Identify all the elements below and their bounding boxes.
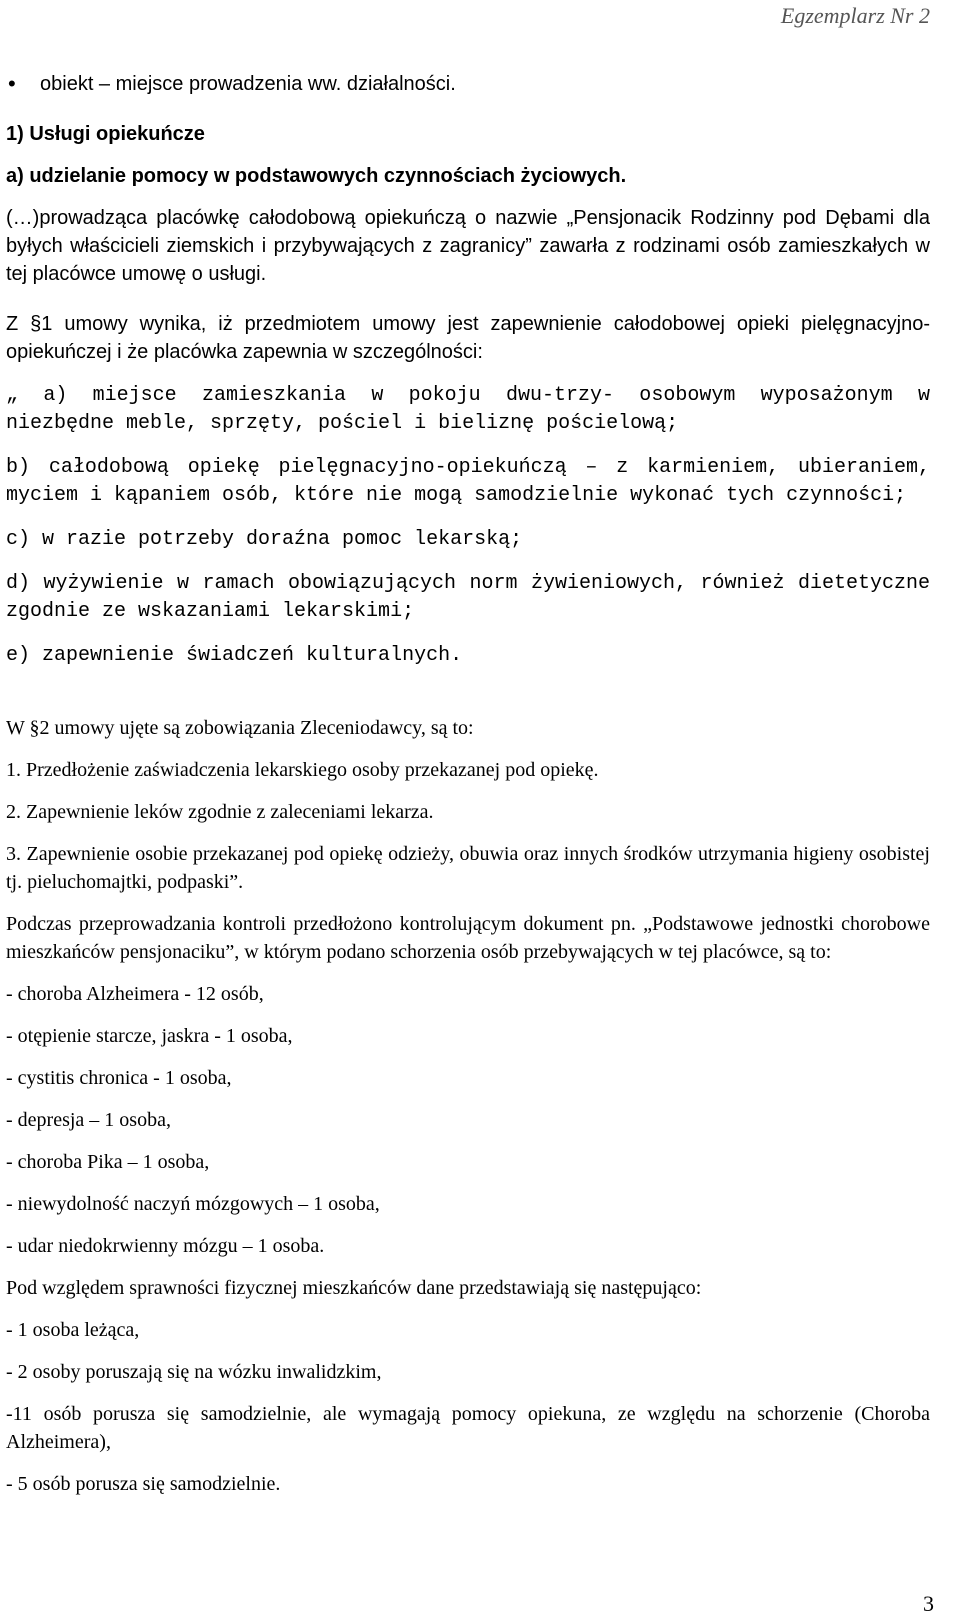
list-item-s1-d: d) wyżywienie w ramach obowiązujących norm żywieniowych, również dietetyczne zgodnie ze wskazaniami lekarskimi; [6, 572, 930, 623]
fitness-item: - 2 osoby poruszają się na wózku inwalidzkim, [6, 1361, 382, 1383]
disease-item: - choroba Alzheimera - 12 osób, [6, 983, 264, 1005]
list-item-s2-3: 3. Zapewnienie osobie przekazanej pod opiekę odzieży, obuwia oraz innych środków utrzymania higieny osobistej tj. pieluchomajtki, podpaski”. [6, 843, 930, 893]
bullet-item-object: • obiekt – miejsce prowadzenia ww. działalności. [6, 70, 930, 98]
fitness-item: - 1 osoba leżąca, [6, 1319, 140, 1341]
fitness-item: - 5 osób porusza się samodzielnie. [6, 1473, 281, 1495]
document-body [6, 70, 930, 1498]
disease-item: - depresja – 1 osoba, [6, 1109, 171, 1131]
list-item-s1-b: b) całodobową opiekę pielęgnacyjno-opiekuńczą – z karmieniem, ubieraniem, myciem i kąpaniem osób, które nie mogą samodzielnie wykonać tych czynności; [6, 456, 930, 507]
page-number: 3 [923, 1591, 934, 1616]
paragraph-control: Podczas przeprowadzania kontroli przedłożono kontrolującym dokument pn. „Podstawowe jednostki chorobowe mieszkańców pensjonaciku”, w którym podano schorzenia osób przebywających w tej placówce, są to: [6, 913, 930, 963]
subsection-title: a) udzielanie pomocy w podstawowych czynnościach życiowych. [6, 165, 627, 187]
paragraph-intro: (…)prowadząca placówkę całodobową opiekuńczą o nazwie „Pensjonacik Rodzinny pod Dębami dla byłych właścicieli ziemskich i przybywających z zagranicy” zawarła z rodzinami osób zamieszkałych w tej placówce umowę o usługi. [6, 207, 930, 285]
paragraph-section-2: W §2 umowy ujęte są zobowiązania Zleceniodawcy, są to: [6, 717, 474, 739]
list-item-s1-c: c) w razie potrzeby doraźna pomoc lekarską; [6, 528, 523, 551]
disease-item: - otępienie starcze, jaskra - 1 osoba, [6, 1025, 293, 1047]
fitness-item: -11 osób porusza się samodzielnie, ale wymagają pomocy opiekuna, ze względu na schorzenie (Choroba Alzheimera), [6, 1403, 930, 1453]
list-item-s1-e: e) zapewnienie świadczeń kulturalnych. [6, 644, 463, 667]
list-item-s1-a: „ a) miejsce zamieszkania w pokoju dwu-trzy- osobowym wyposażonym w niezbędne meble, sprzęty, pościel i bieliznę pościelową; [6, 384, 930, 435]
document-header: Egzemplarz Nr 2 [780, 3, 930, 28]
disease-item: - udar niedokrwienny mózgu – 1 osoba. [6, 1235, 325, 1257]
paragraph-fitness: Pod względem sprawności fizycznej mieszkańców dane przedstawiają się następująco: [6, 1277, 702, 1299]
paragraph-section-1: Z §1 umowy wynika, iż przedmiotem umowy jest zapewnienie całodobowej opieki pielęgnacyjno-opiekuńczej i że placówka zapewnia w szczególności: [6, 313, 930, 363]
disease-item: - cystitis chronica - 1 osoba, [6, 1067, 232, 1089]
disease-item: - niewydolność naczyń mózgowych – 1 osoba, [6, 1193, 380, 1215]
list-item-s2-1: 1. Przedłożenie zaświadczenia lekarskiego osoby przekazanej pod opiekę. [6, 759, 599, 781]
section-title: 1) Usługi opiekuńcze [6, 123, 205, 145]
disease-item: - choroba Pika – 1 osoba, [6, 1151, 210, 1173]
list-item-s2-2: 2. Zapewnienie leków zgodnie z zaleceniami lekarza. [6, 801, 434, 823]
